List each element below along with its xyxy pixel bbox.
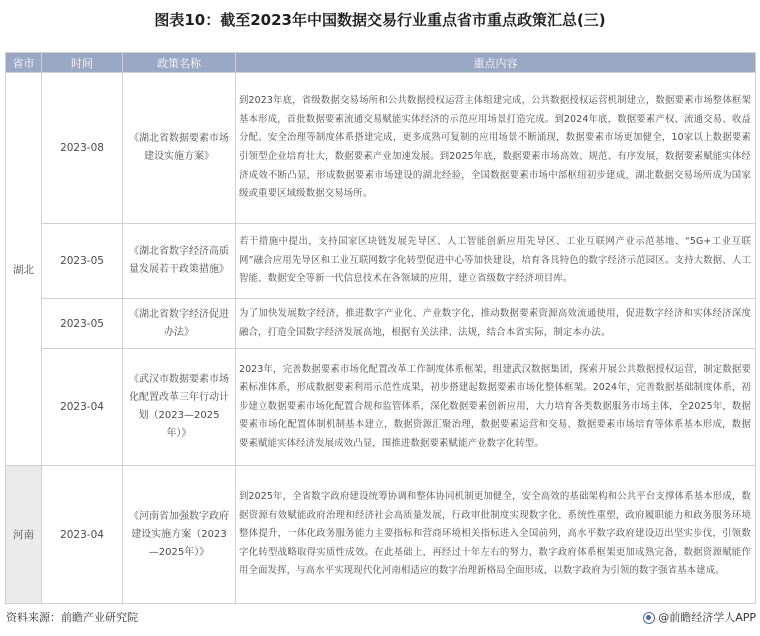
- header-content: 重点内容: [236, 53, 756, 73]
- time-cell: 2023-04: [42, 466, 123, 604]
- time-cell: 2023-08: [42, 73, 123, 224]
- time-cell: 2023-05: [42, 224, 123, 299]
- content-cell: 为了加快发展数字经济，推进数字产业化、产业数字化，推动数据要素资源高效流通使用，促进数字经济和实体经济深度融合，打造全国数字经济发展高地，根据有关法律、法规，结合本省实际，制定本办法。: [236, 299, 756, 349]
- time-cell: 2023-04: [42, 349, 123, 466]
- brand-text: @前瞻经济学人APP: [658, 611, 756, 624]
- policy-name-cell: 《武汉市数据要素市场化配置改革三年行动计划（2023—2025年）》: [123, 349, 236, 466]
- policy-name-cell: 《湖北省数据要素市场建设实施方案》: [123, 73, 236, 224]
- policy-name-cell: 《湖北省数字经济高质量发展若干政策措施》: [123, 224, 236, 299]
- table-row: [6, 73, 756, 224]
- brand-credit: [643, 610, 756, 626]
- policy-table: [5, 52, 756, 604]
- table-row: [6, 299, 756, 349]
- content-cell: 若干措施中提出，支持国家区块链发展先导区、人工智能创新应用先导区、工业互联网产业示范基地、“5G+工业互联网”融合应用先导区和工业互联网数字化转型促进中心等加快建设，培育各具特色的数字经济示范园区。支持大数据、人工智能、数据安全等新一代信息技术在各领域的应用，建立省级数字经济项目库。: [236, 224, 756, 299]
- province-cell-hubei: 湖北: [6, 73, 42, 466]
- table-row: [6, 349, 756, 466]
- source-note: 资料来源：前瞻产业研究院: [6, 611, 138, 624]
- header-time: 时间: [42, 53, 123, 73]
- policy-name-cell: 《河南省加强数字政府建设实施方案（2023—2025年）》: [123, 466, 236, 604]
- page-title: 图表10：截至2023年中国数据交易行业重点省市重点政策汇总(三): [154, 11, 606, 29]
- table-header-row: [6, 53, 756, 73]
- table-row: [6, 224, 756, 299]
- header-policy: 政策名称: [123, 53, 236, 73]
- content-cell: 2023年，完善数据要素市场化配置改革工作制度体系框架，组建武汉数据集团，探索开展公共数据授权运营，制定数据要素标准体系，形成数据要素利用示范性成果，初步搭建起数据要素市场化整体框架。2024年，完善数据基础制度体系，初步建立数据要素市场化配置合规和监管体系，深化数据要素创新应用，大力培育各类数据服务市场主体，全2025年，数据要素市场化配置体制机制基本建立，数据资源汇聚治理，数据要素运营和交易、数据要素市场培育等体系基本形成，数据要素赋能实体经济发展成效凸显，围推进数据要素赋能产业数字化转型。: [236, 349, 756, 466]
- policy-name-cell: 《湖北省数字经济促进办法》: [123, 299, 236, 349]
- table-row: [6, 466, 756, 604]
- qianzhan-logo-icon: [643, 612, 655, 624]
- content-cell: 到2023年底，省级数据交易场所和公共数据授权运营主体组建完成，公共数据授权运营机制建立，数据要素市场整体框架基本形成，首批数据要素流通交易赋能实体经济的示范应用场景打造完成。到2024年底，数据要素产权、流通交易、收益分配、安全治理等制度体系搭建完成，更多成熟可复制的应用场景不断涌现，数据要素市场更加健全，10家以上数据要素引领型企业培育壮大，数据要素产业加速发展。到2025年底，数据要素市场高效、规范、有序发展，数据要素赋能实体经济成效不断凸显，形成数据要素市场建设的湖北经验，全国数据要素市场中部枢纽初步建成，湖北数据交易场所成为国家级或重要区域级数据交易场所。: [236, 73, 756, 224]
- header-province: 省市: [6, 53, 42, 73]
- time-cell: 2023-05: [42, 299, 123, 349]
- province-cell-henan: 河南: [6, 466, 42, 604]
- content-cell: 到2025年，全省数字政府建设统筹协调和整体协同机制更加健全，安全高效的基础架构和公共平台支撑体系基本形成，数据资源有效赋能政府治理和经济社会高质量发展，行政审批制度实现数字化、系统性重塑，政府履职能力和政务服务环境整体提升，一体化政务服务能力主要指标和营商环境相关指标进入全国前列，高水平数字政府建设迈出坚实步伐，引领数字化转型战略取得实质性成效。在此基础上，再经过十年左右的努力，数字政府体系框架更加成熟完备，数据资源赋能作用全面发挥，与高水平实现现代化河南相适应的数字治理新格局全面形成，以数字政府为引领的数字强省基本建成。: [236, 466, 756, 604]
